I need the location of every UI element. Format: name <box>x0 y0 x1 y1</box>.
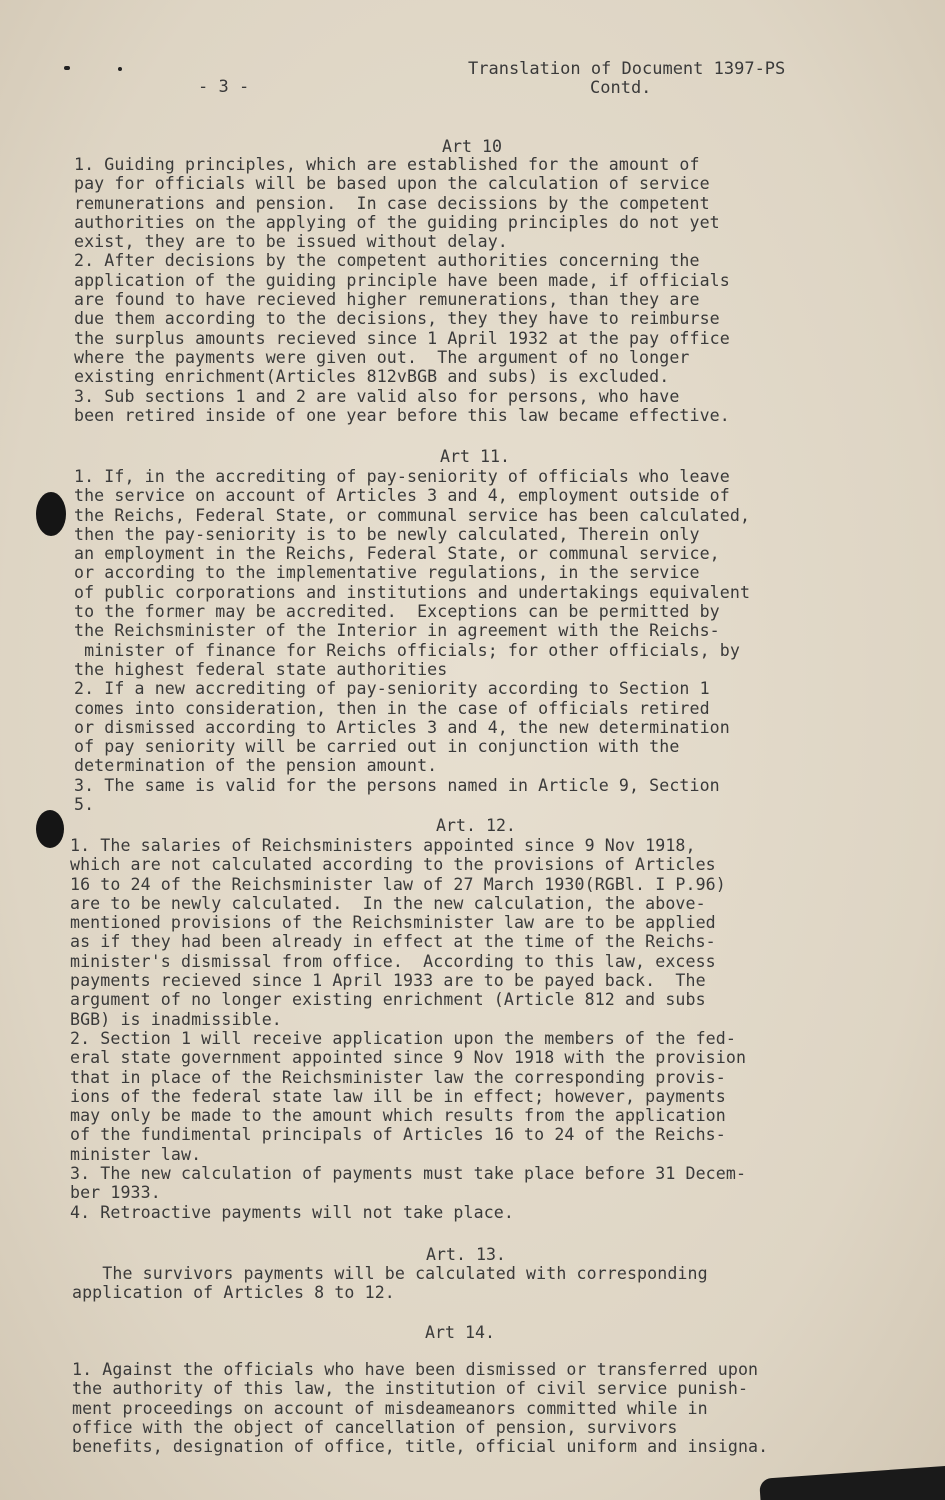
art10-body: 1. Guiding principles, which are established for the amount of pay for officials will be based upon the calculation of service remunerations and pension. In case decissions by the competent authorities on the applying of the guiding principles do not yet exist, they are to be issued without delay. 2. After decisions by the competent authorities concerning the application of the guiding principle have been made, if officials are found to have recieved higher remunerations, than they are due them according to the decisions, they they have to reimburse the surplus amounts recieved since 1 April 1932 at the pay office where the payments were given out. The argument of no longer existing enrichment(Articles 812vBGB and subs) is excluded. 3. Sub sections 1 and 2 are valid also for persons, who have been retired inside of one year before this law became effective. <box>74 155 730 425</box>
art14-heading: Art 14. <box>425 1323 495 1342</box>
page-corner-shadow <box>759 1465 945 1500</box>
punch-hole <box>36 492 66 536</box>
ink-mark <box>64 66 70 70</box>
art12-heading: Art. 12. <box>436 816 516 835</box>
ink-mark <box>118 67 122 71</box>
punch-hole <box>36 810 64 848</box>
art12-body: 1. The salaries of Reichsministers appointed since 9 Nov 1918, which are not calculated according to the provisions of Articles 16 to 24 of the Reichsminister law of 27 March 1930(RGBl. I P.96) are to be newly calculated. In the new calculation, the above- mentioned provisions of the Reichsminister law are to be applied as if they had been already in effect at the time of the Reichs- minister's dismissal from office. According to this law, excess payments recieved since 1 April 1933 are to be payed back. The argument of no longer existing enrichment (Article 812 and subs BGB) is inadmissible. 2. Section 1 will receive application upon the members of the fed- eral state government appointed since 9 Nov 1918 with the provision that in place of the Reichsminister law the corresponding provis- ions of the federal state law ill be in effect; however, payments may only be made to the amount which results from the application of the fundimental principals of Articles 16 to 24 of the Reichs- minister law. 3. The new calculation of payments must take place before 31 Decem- ber 1933. 4. Retroactive payments will not take place. <box>70 836 747 1222</box>
art11-body: 1. If, in the accrediting of pay-seniority of officials who leave the service on account of Articles 3 and 4, employment outside of the Reichs, Federal State, or communal service has been calculated, then the pay-seniority is to be newly calculated, Therein only an employment in the Reichs, Federal State, or communal service, or according to the implementative regulations, in the service of public corporations and institutions and undertakings equivalent to the former may be accredited. Exceptions can be permitted by the Reichsminister of the Interior in agreement with the Reichs- minister of finance for Reichs officials; for other officials, by the highest federal state authorities 2. If a new accrediting of pay-seniority according to Section 1 comes into consideration, then in the case of officials retired or dismissed according to Articles 3 and 4, the new determination of pay seniority will be carried out in conjunction with the determination of the pension amount. 3. The same is valid for the persons named in Article 9, Section 5. <box>74 467 751 815</box>
art13-heading: Art. 13. <box>426 1245 506 1264</box>
page-number: - 3 - <box>198 77 250 97</box>
art11-heading: Art 11. <box>440 447 510 466</box>
continued-label: Contd. <box>590 78 652 98</box>
art14-body: 1. Against the officials who have been dismissed or transferred upon the authority of this law, the institution of civil service punish- ment proceedings on account of misdeameanors committed while in office with the object of cancellation of pension, survivors benefits, designation of office, title, official uniform and insigna. <box>72 1360 769 1457</box>
document-title: Translation of Document 1397-PS <box>468 59 786 79</box>
art13-body: The survivors payments will be calculated with corresponding application of Articles 8 to 12. <box>72 1264 708 1303</box>
art10-heading: Art 10 <box>442 137 502 156</box>
